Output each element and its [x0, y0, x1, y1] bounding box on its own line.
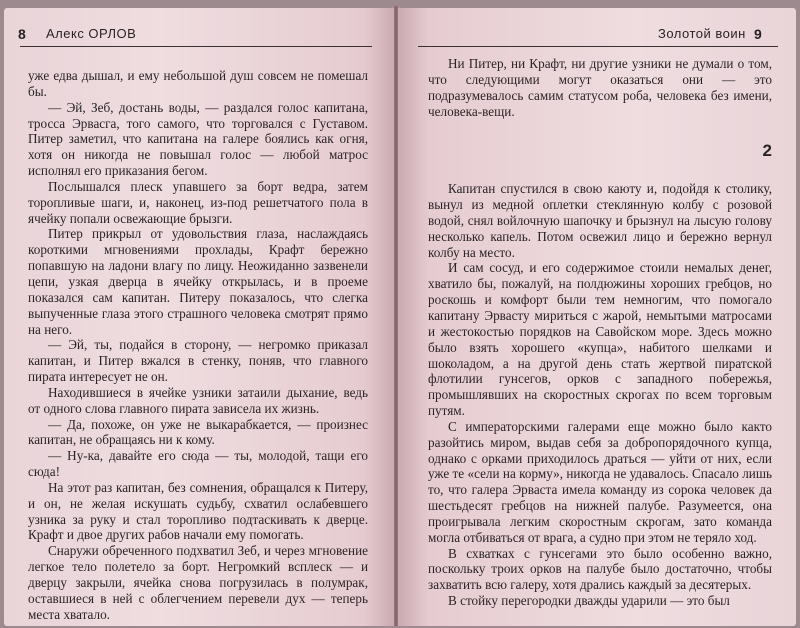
right-page-text — [428, 56, 772, 609]
paragraph: На этот раз капитан, без сомнения, обращался к Питеру, и он, не желая искушать судьбу, схватил ослабевшего узника за руку и стал торопливо подтаскивать к дверце. Крафт и двое других рабов начали ему помогать. — [28, 479, 368, 543]
paragraph: Ни Питер, ни Крафт, ни другие узники не думали о том, что следующими могут оказаться они — это подразумевалось самим статусом роба, человека без имени, человека-вещи. — [428, 56, 772, 119]
paragraph: Послышался плеск упавшего за борт ведра, затем торопливые шаги, и, наконец, из-под решетчатого пола в ячейку попали освежающие брызги. — [28, 178, 368, 226]
paragraph: Капитан спустился в свою каюту и, подойдя к столику, вынул из медной оплетки стеклянную колбу с розовой водой, снял войлочную шапочку и брызнул на лысую голову несколько капель. Потом освежил лицо и бережно вернул колбу на место. — [428, 181, 772, 260]
right-page — [398, 8, 796, 626]
chapter-number: 2 — [762, 141, 772, 161]
paragraph: — Да, похоже, он уже не выкарабкается, — произнес капитан, не обращаясь ни к кому. — [28, 416, 368, 448]
paragraph: В стойку перегородки дважды ударили — это был — [448, 593, 730, 609]
left-header-rule — [20, 46, 372, 47]
right-header-rule — [418, 46, 778, 47]
paragraph: Питер прикрыл от удовольствия глаза, наслаждаясь короткими мгновениями прохлады, Крафт бережно попавшую на ладони влагу по лицу. Неожиданно зазвенели цепи, узкая дверца в ячейку открылась, и в проеме показался сам капитан. Питеру показалось, что слегка выпученные глаза этого страшного человека смотрят прямо на него. — [28, 226, 368, 337]
left-page-number: 8 — [18, 26, 27, 42]
left-running-head: Алекс ОРЛОВ — [46, 26, 137, 41]
paragraph: — Ну-ка, давайте его сюда — ты, молодой, тащи его сюда! — [28, 448, 368, 480]
paragraph: И сам сосуд, и его содержимое стоили немалых денег, хватило бы, пожалуй, на полдюжины хороших гребцов, но роскошь и комфорт были тем немногим, что помогало капитану Эрвасту мириться с жарой, немытыми матросами и жестокостью порядков на Савойском море. Здесь можно было взять хорошего «купца», набитого шелками и шоколадом, а на другой день стать жертвой пиратской флотилии гунсегов, орков с западного побережья, промышлявших на скоростных скрогах по всем торговым путям. — [428, 260, 772, 419]
paragraph: уже едва дышал, и ему небольшой душ совсем не помешал бы. — [28, 68, 368, 99]
left-page-text — [28, 68, 368, 623]
paragraph: Находившиеся в ячейке узники затаили дыхание, ведь от одного слова главного пирата зависела их жизнь. — [28, 384, 368, 416]
paragraph: — Эй, Зеб, достань воды, — раздался голос капитана, тросса Эрвасга, того самого, что торговался с Густавом. Питер заметил, что капитана на галере боялись как огня, хотя он никогда не повышал голос — любой матрос исполнял его приказания бегом. — [28, 99, 368, 179]
left-page — [4, 8, 394, 626]
paragraph: В схватках с гунсегами это было особенно важно, поскольку троих орков на палубе было достаточно, чтобы захватить всю галеру, хотя дрались каждый за десятерых. — [428, 545, 772, 593]
right-running-head: Золотой воин — [658, 26, 746, 41]
paragraph: Снаружи обреченного подхватил Зеб, и через мгновение легкое тело полетело за борт. Негромкий всплеск — и дверцу закрыли, ячейка снова погрузилась в полумрак, оставшиеся в ней с облегчением перевели дух — теперь места хватало. — [28, 543, 368, 622]
paragraph: — Эй, ты, подайся в сторону, — негромко приказал капитан, и Питер вжался в стенку, поняв, что главного пирата интересует не он. — [28, 337, 368, 385]
paragraph: С императорскими галерами еще можно было както разойтись миром, выдав себя за добропорядочного купца, однако с орками приходилось драться — уйти от них, если уже те «сели на корму», никогда не удавалось. Спасало лишь то, что галера Эрваста имела команду из сорока человек да шестьдесят гребцов на нижней палубе. Разумеется, она проигрывала легким скоростным скрогам, зато команда могла отбиваться от врага, а судно при этом не теряло ход. — [428, 418, 772, 545]
right-page-number: 9 — [754, 26, 763, 42]
